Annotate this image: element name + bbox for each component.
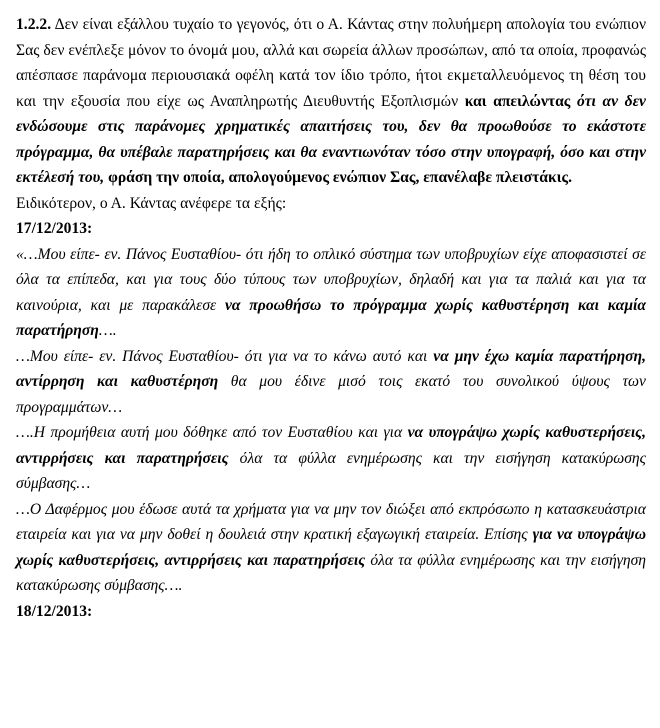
quote-1-b: ότι ήδη το οπλικό σύστημα των υποβρυχίων είχε αποφασιστεί σε όλα τα επίπεδα, και για τους δύο τύπους των υποβρυχίων, δηλαδή και για τα παλιά και για τα καινούρια, και με παρακάλεσε: [16, 245, 646, 314]
section-number: 1.2.2.: [16, 16, 52, 33]
quote-2-a: …Μου είπε- εν. Πάνος Ευσταθίου-: [16, 347, 239, 365]
quote-paragraph-3: [16, 420, 646, 497]
quote-paragraph-1: [16, 242, 646, 344]
intro-text-bold: και απειλώντας: [464, 92, 571, 110]
quote-1-c: να προωθήσω το πρόγραμμα χωρίς καθυστέρηση και καμία παρατήρηση: [16, 296, 646, 339]
quote-3-b: να υπογράψω χωρίς καθυστερήσεις, αντιρρήσεις και παρατηρήσεις: [16, 424, 646, 467]
quote-paragraph-2: [16, 344, 646, 421]
quote-2-c: να μην έχω καμία παρατήρηση, αντίρρηση και καθυστέρηση: [16, 347, 647, 390]
entry-date: 17/12/2013:: [16, 220, 93, 237]
intro-text-bold-end: φράση την οποία, απολογούμενος ενώπιον Σας, επανέλαβε πλειστάκις.: [108, 169, 572, 186]
section-paragraph-intro: [16, 12, 646, 191]
quote-1-d: ….: [98, 322, 117, 339]
quote-paragraph-4: [16, 497, 646, 599]
quote-1-a: «…Μου είπε- εν. Πάνος Ευσταθίου-: [16, 245, 242, 263]
entry-date: 18/12/2013:: [16, 602, 93, 620]
quote-3-a: ….Η προμήθεια αυτή μου δόθηκε από τον Ευσταθίου και για: [16, 424, 403, 441]
quote-2-b: ότι για να το κάνω αυτό και: [244, 347, 428, 365]
quote-4-b: για να υπογράψω χωρίς καθυστερήσεις, αντιρρήσεις και παρατηρήσεις: [16, 526, 647, 569]
quote-4-a: …Ο Δαφέρμος μου έδωσε αυτά τα χρήματα για να μην τον διώξει από εκπρόσωπο η κατασκευάστρια εταιρεία και για να μην δοθεί η δουλειά στην κρατική εξαγωγική εταιρεία. Επίσης: [16, 500, 646, 543]
quote-2-d: θα μου έδινε μισό τοις εκατό του συνολικού ύψους των προγραμμάτων…: [16, 373, 646, 416]
quote-4-c: όλα τα φύλλα ενημέρωσης και την εισήγηση κατακύρωσης σύμβασης….: [16, 551, 647, 594]
intro-text-bold-italic: ότι αν δεν ενδώσουμε στις παράνομες χρηματικές απαιτήσεις του, δεν θα προωθούσε το εκάστοτε πρόγραμμα, θα υπέβαλε παρατηρήσεις και θα εναντιωνόταν τόσο στην υπογραφή, όσο και στην εκτέλεσή του,: [16, 92, 646, 186]
section-paragraph-lead: Ειδικότερον, ο Α. Κάντας ανέφερε τα εξής:: [16, 194, 287, 212]
quote-3-c: όλα τα φύλλα ενημέρωσης και την εισήγηση κατακύρωσης σύμβασης…: [16, 449, 646, 492]
intro-text-plain: Δεν είναι εξάλλου τυχαίο το γεγονός, ότι ο Α. Κάντας στην πολυήμερη απολογία του ενώπιον Σας δεν ενέπλεξε μόνον το όνομά μου, αλλά και σωρεία άλλων προσώπων, από τα οποία, προφανώς απέσπασε παράνομα περιουσιακά οφέλη κατά τον ίδιο τρόπο, ήτοι εκμεταλλευόμενος τη θέση του και την εξουσία που είχε ως Αναπληρωτής Διευθυντής Εξοπλισμών: [16, 16, 646, 110]
